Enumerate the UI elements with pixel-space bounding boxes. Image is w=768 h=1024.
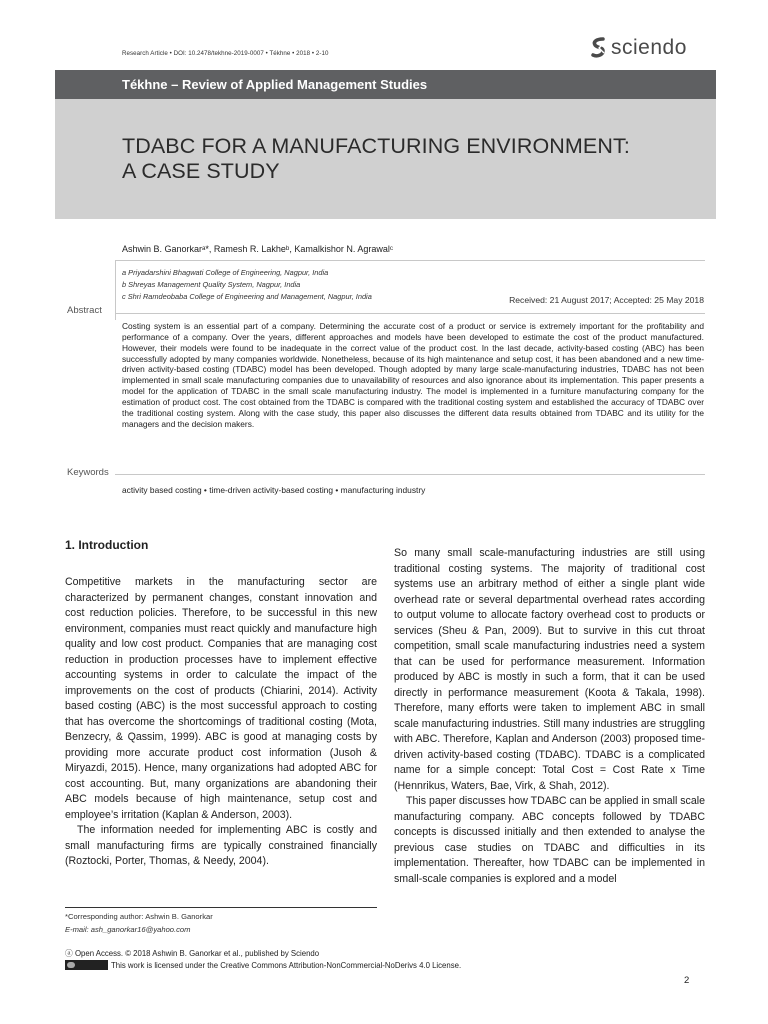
page-number: 2: [684, 975, 690, 986]
affiliation-a: a Priyadarshini Bhagwati College of Engineering, Nagpur, India: [122, 268, 329, 277]
sciendo-logo-icon: [590, 36, 608, 60]
paragraph: Competitive markets in the manufacturing sector are characterized by permanent changes, constant innovation and cost reduction policies. Therefore, to be successful in this new environment, companies must react quickly and manufacture high quality and low cost product. Companies that are managing cost reduction in production processes have to implement effective accounting systems in order to calculate the impact of the improvements on the cost of products (Chiarini, 2014). Activity based costing (ABC) is the most successful approach to costing that has overcome the shortcomings of traditional costing (Mota, Benzecry, & Qassim, 1999). ABC is good at managing costs by providing more accurate product cost information (Jusoh & Miryazdi, 2015). Hence, many organizations had adopted ABC for cost accounting. But, many organizations are abandoning their ABC models because of high maintenance, setup cost and employee’s irritation (Kaplan & Anderson, 2003).: [65, 576, 377, 821]
article-title-line-2: A CASE STUDY: [122, 159, 280, 183]
article-title: [122, 134, 712, 184]
citation-line: Research Article • DOI: 10.2478/tekhne-2019-0007 • Tékhne • 2018 • 2-10: [122, 50, 329, 57]
footnote-rule: [65, 907, 377, 908]
affiliation-b: b Shreyas Management Quality System, Nagpur, India: [122, 280, 301, 289]
article-title-line-1: TDABC FOR A MANUFACTURING ENVIRONMENT:: [122, 134, 630, 158]
license-text: This work is licensed under the Creative Commons Attribution-NonCommercial-NoDerivs 4.0 License.: [111, 960, 462, 970]
license-line: [65, 960, 461, 970]
abstract-label: Abstract: [67, 305, 102, 316]
open-access-icon: ⓐ: [65, 949, 75, 958]
keywords-list: activity based costing • time-driven activity-based costing • manufacturing industry: [122, 485, 426, 495]
abstract-rule: [115, 313, 705, 314]
author-list: Ashwin B. Ganorkarᵃ*, Ramesh R. Lakheᵇ, Kamalkishor N. Agrawalᶜ: [122, 244, 394, 254]
journal-title: Tékhne – Review of Applied Management Studies: [122, 77, 428, 92]
keywords-label: Keywords: [67, 467, 109, 478]
keywords-rule: [115, 474, 705, 475]
received-dates: Received: 21 August 2017; Accepted: 25 May 2018: [509, 295, 704, 305]
publisher-logo[interactable]: [590, 35, 687, 61]
cc-license-badge-icon[interactable]: [65, 960, 108, 970]
title-block: [55, 99, 716, 219]
body-column-right: [394, 546, 705, 887]
author-email[interactable]: E-mail: ash_ganorkar16@yahoo.com: [65, 925, 191, 934]
abstract-top-rule: [115, 260, 705, 261]
section-heading-introduction: 1. Introduction: [65, 538, 149, 552]
abstract-left-rule: [115, 260, 116, 320]
paragraph: The information needed for implementing ABC is costly and small manufacturing firms are typically constrained financially (Roztocki, Porter, Thomas, & Needy, 2004).: [65, 824, 377, 867]
abstract-body: Costing system is an essential part of a company. Determining the accurate cost of a product or service is extremely important for the profitability and performance of a company. Over the years, different approaches and models have been developed to estimate the cost of the product manufactured. However, their models were found to be inadequate in the correct value of the product cost. In the last decade, activity-based costing (ABC) has been successfully adopted by many companies worldwide. Nonetheless, because of its high maintenance and setup cost, it has been abandoned and a new time-driven activity-based costing (TDABC) model has been developed. Though adopted by many large scale-manufacturing industries, TDABC has not been implemented in small scale manufacturing companies due to unavailability of resources and also ignorance about its implementation. This paper presents a model for the application of TDABC in the small scale manufacturing industry. The model is implemented in a furniture manufacturing company for the estimation of product cost. The cost obtained from the TDABC is compared with the traditional costing system and established the accuracy of TDABC over the traditional costing system. Along with the case study, this paper also discusses the different data results obtained from TDABC and its utility for the managers and the decision makers.: [122, 321, 704, 429]
body-column-left: [65, 575, 377, 870]
journal-banner: [55, 70, 716, 99]
publisher-name: sciendo: [611, 36, 687, 59]
paragraph: So many small scale-manufacturing industries are still using traditional costing systems. The majority of traditional cost systems use an arbitrary method of either a single plant wide overhead rate or several departmental overhead rates according to output volume to allocate factory overhead cost to products or services (Sheu & Pan, 2009). But to survive in this cut throat competition, small scale manufacturing industries need a system that can be used for performance measurement. Information produced by ABC is mostly in such a form, that it can be used directly in performance measurement (Koota & Takala, 1998). Therefore, many efforts were taken to implement ABC in small scale manufacturing industries. Still many industries are struggling with ABC. Therefore, Kaplan and Anderson (2003) proposed time-driven activity-based costing (TDABC). TDABC is a complicated name for a simple concept: Total Cost = Cost Rate x Time (Hennrikus, Waters, Bae, Virk, & Shah, 2012).: [394, 547, 705, 792]
corresponding-author-note: *Corresponding author: Ashwin B. Ganorkar: [65, 912, 213, 921]
open-access-text: Open Access. © 2018 Ashwin B. Ganorkar et al., published by Sciendo: [74, 949, 320, 958]
paragraph: This paper discusses how TDABC can be applied in small scale manufacturing company. ABC concepts followed by TDABC concepts is discussed initially and then extended to analyse the previous case studies on TDABC and difficulties in its implementation. Thereafter, how TDABC can be implemented in small-scale companies is explored and a model: [394, 795, 705, 885]
affiliation-c: c Shri Ramdeobaba College of Engineering and Management, Nagpur, India: [122, 292, 372, 301]
open-access-line: [65, 948, 319, 959]
